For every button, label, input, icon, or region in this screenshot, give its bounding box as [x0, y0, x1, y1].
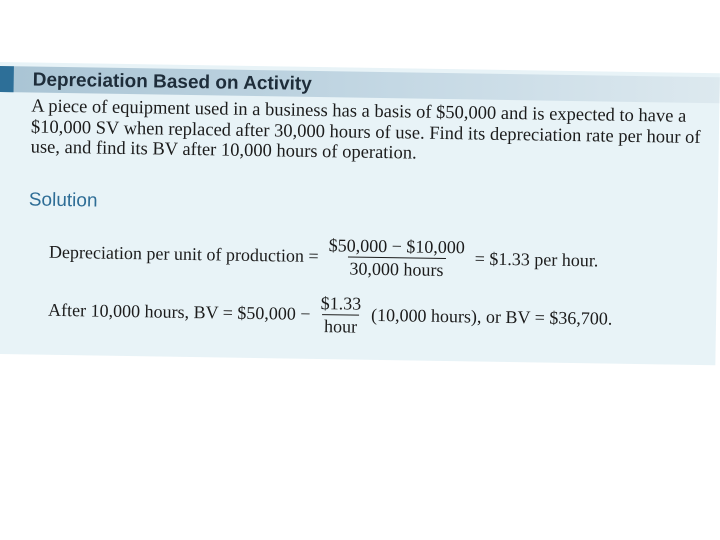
equation-1-fraction	[326, 235, 467, 280]
solution-label: Solution	[28, 189, 98, 212]
equation-2-rhs: (10,000 hours), or BV = $36,700.	[370, 304, 613, 329]
equation-2-fraction	[318, 293, 363, 337]
equation-book-value	[48, 289, 613, 341]
equation-1-rhs: = $1.33 per hour.	[474, 248, 599, 271]
equation-1-lhs: Depreciation per unit of production =	[48, 241, 319, 267]
example-header-tab	[0, 66, 14, 92]
equation-2-lhs: After 10,000 hours, BV = $50,000 −	[47, 299, 311, 324]
equation-2-denominator: hour	[322, 314, 359, 337]
equation-1-numerator: $50,000 − $10,000	[328, 235, 466, 258]
equation-2-numerator: $1.33	[320, 293, 362, 314]
problem-statement: A piece of equipment used in a business has a basis of $50,000 and is expected to have a $10,000 SV when replaced after 30,000 hours of use. Find its depreciation rate per hour of use, and find its BV after 10,000 hours of operation.	[30, 96, 701, 164]
equation-1-denominator: 30,000 hours	[347, 256, 445, 280]
example-panel	[0, 62, 720, 365]
equation-depreciation-rate	[49, 231, 599, 283]
example-title: Depreciation Based on Activity	[32, 69, 312, 95]
